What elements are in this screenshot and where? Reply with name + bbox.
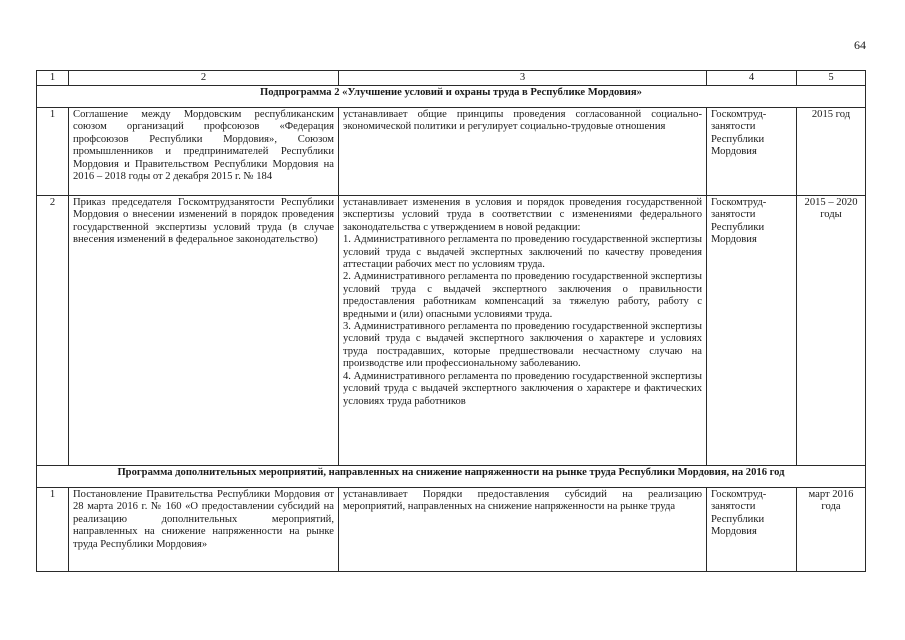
- measures-table: [36, 70, 866, 572]
- table-row: [37, 488, 866, 572]
- section-header-row: [37, 466, 866, 488]
- row-number: 1: [37, 108, 69, 196]
- content-paragraph: 1. Административного регламента по проведению государственной экспертизы условий труда с выдачей экспертных заключений по качеству проведения аттестации рабочих мест по условиям труда.: [343, 234, 702, 271]
- content-paragraph: устанавливает Порядки предоставления субсидий на реализацию мероприятий, направленных на снижение напряженности на рынке труда: [343, 489, 702, 513]
- table-row: [37, 108, 866, 196]
- content-paragraph: устанавливает изменения в условия и порядок проведения государственной экспертизы условий труда в соответствии с изменениями федерального законодательства с утверждением в новой редакции:: [343, 197, 702, 233]
- row-number: 1: [37, 488, 69, 572]
- section-title: Программа дополнительных мероприятий, направленных на снижение напряженности на рынке труда Республики Мордовия, на 2016 год: [37, 466, 866, 488]
- document-cell: Соглашение между Мордовским республиканским союзом организаций профсоюзов «Федерация профсоюзов Республики Мордовия», Союзом промышленников и предпринимателей Республики Мордовия и Правительством Республики Мордовия на 2016 – 2018 годы от 2 декабря 2015 г. № 184: [69, 108, 339, 196]
- document-cell: Приказ председателя Госкомтрудзанятости Республики Мордовия о внесении изменений в порядок проведения государственной экспертизы условий труда (в случае внесения изменений в федеральное законодательство): [69, 196, 339, 466]
- content-cell: [339, 488, 707, 572]
- column-number: 5: [797, 71, 866, 86]
- term-cell: 2015 – 2020 годы: [797, 196, 866, 466]
- document-cell: Постановление Правительства Республики Мордовия от 28 марта 2016 г. № 160 «О предоставлении субсидий на реализацию дополнительных мероприятий, направленных на снижение напряженности на рынке труда Республики Мордовия»: [69, 488, 339, 572]
- column-number: 1: [37, 71, 69, 86]
- responsible-cell: Госкомтруд-занятости Республики Мордовия: [707, 108, 797, 196]
- column-number: 2: [69, 71, 339, 86]
- responsible-cell: Госкомтруд-занятости Республики Мордовия: [707, 196, 797, 466]
- column-number: 4: [707, 71, 797, 86]
- content-paragraph: 2. Административного регламента по проведению государственной экспертизы условий труда с выдачей экспертного заключения о правильности предоставления работникам компенсаций за тяжелую работу, работу с вредными и (или) опасными условиями труда.: [343, 271, 702, 320]
- content-paragraph: 3. Административного регламента по проведению государственной экспертизы условий труда с выдачей экспертного заключения о характере и условиях труда пострадавших, которые предшествовали несчастному случаю на производстве или профессиональному заболеванию.: [343, 321, 702, 370]
- section-header-row: [37, 86, 866, 108]
- content-paragraph: устанавливает общие принципы проведения согласованной социально-экономической политики и регулирует социально-трудовые отношения: [343, 109, 702, 133]
- column-number: 3: [339, 71, 707, 86]
- term-cell: 2015 год: [797, 108, 866, 196]
- content-cell: [339, 196, 707, 466]
- page-number: 64: [854, 38, 866, 52]
- row-number: 2: [37, 196, 69, 466]
- content-paragraph: 4. Административного регламента по проведению государственной экспертизы условий труда с выдачей экспертного заключения о характере и фактических условиях труда работников: [343, 370, 702, 407]
- term-cell: март 2016 года: [797, 488, 866, 572]
- content-cell: [339, 108, 707, 196]
- column-number-row: [37, 71, 866, 86]
- responsible-cell: Госкомтруд-занятости Республики Мордовия: [707, 488, 797, 572]
- section-title: Подпрограмма 2 «Улучшение условий и охраны труда в Республике Мордовия»: [37, 86, 866, 108]
- table-row: [37, 196, 866, 466]
